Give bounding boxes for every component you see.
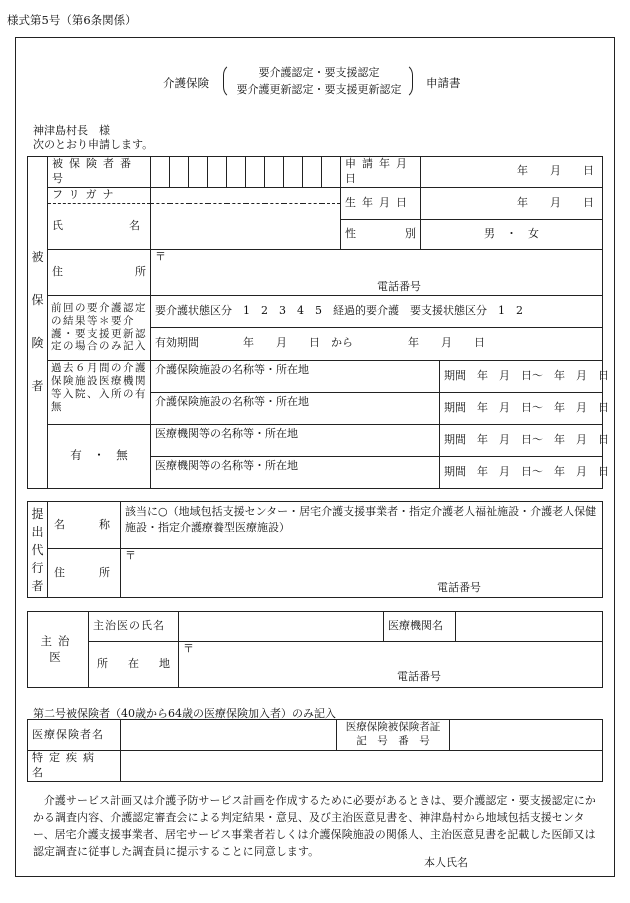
address-field[interactable]: [151, 249, 603, 295]
yes-no[interactable]: 有 ・ 無: [48, 424, 151, 488]
insured-number-digit[interactable]: [246, 157, 265, 188]
agent-section-label: 提 出 代 行 者: [28, 502, 48, 598]
insurer-field[interactable]: [121, 720, 337, 751]
heading-prefix: 介護保険: [163, 76, 209, 90]
doctor-institution-field[interactable]: [456, 612, 603, 642]
facility-period-2[interactable]: 期間 年 月 日～ 年 月 日: [444, 400, 609, 414]
birth-date-field[interactable]: 年 月 日: [421, 187, 603, 219]
second-insured-heading: 第二号被保険者（40歳から64歳の医療保険加入者）のみ記入: [33, 707, 336, 720]
insured-number-digit[interactable]: [322, 157, 341, 188]
insured-number-digit[interactable]: [265, 157, 284, 188]
facility-block-1: [151, 360, 609, 424]
facility-label: 過去６月間の介護保険施設医療機関等入院、入所の有無: [48, 360, 151, 424]
doctor-name-label: 主治医の氏名: [89, 612, 179, 642]
facility-period-4[interactable]: 期間 年 月 日～ 年 月 日: [444, 464, 609, 478]
agent-name-note[interactable]: 該当に○（地域包括支援センター・居宅介護支援事業者・指定介護老人福祉施設・介護老人保健施設・指定介護療養型医療施設）: [121, 502, 603, 549]
insured-section-label: 被 保 険 者: [28, 157, 48, 489]
insured-number-digit[interactable]: [227, 157, 246, 188]
facility-row-2[interactable]: 介護保険施設の名称等・所在地: [151, 393, 440, 424]
name-label: 氏 名: [48, 203, 151, 249]
facility-period-1[interactable]: 期間 年 月 日～ 年 月 日: [444, 368, 609, 382]
prev-result-label: 前回の要介護認定の結果等＊要介護・要支援更新認定の場合のみ記入: [48, 295, 151, 360]
agent-name-label: 名 称: [48, 502, 121, 549]
facility-row-3[interactable]: 医療機関等の名称等・所在地: [151, 425, 440, 456]
request-text: 次のとおり申請します。: [33, 138, 154, 151]
furigana-field[interactable]: [151, 187, 341, 203]
second-insured-table: [27, 719, 603, 782]
insurer-label: 医療保険者名: [28, 720, 121, 751]
agent-postal-mark: 〒: [125, 549, 136, 562]
postal-mark: 〒: [155, 249, 166, 263]
agent-address-label: 住 所: [48, 549, 121, 598]
card-label: 医療保険被保険者証 記 号 番 号: [337, 720, 450, 751]
sex-label: 性 別: [341, 219, 421, 249]
insured-number-digit[interactable]: [151, 157, 170, 188]
disease-label: 特定疾病名: [28, 751, 121, 782]
apply-date-field[interactable]: 年 月 日: [421, 157, 603, 188]
insured-number-digit[interactable]: [284, 157, 303, 188]
insured-number-digit[interactable]: [303, 157, 322, 188]
heading-line2: 要介護更新認定・要支援更新認定: [236, 83, 402, 96]
disease-field[interactable]: [121, 751, 603, 782]
heading-line1: 要介護認定・要支援認定: [258, 66, 380, 79]
heading-suffix: 申請書: [426, 76, 461, 90]
furigana-label: フリガナ: [48, 187, 151, 203]
insured-number-digit[interactable]: [208, 157, 227, 188]
care-level-text[interactable]: 要介護状態区分 1 2 3 4 5 経過的要介護 要支援状態区分 1 2: [151, 295, 603, 327]
insured-number-digit[interactable]: [189, 157, 208, 188]
sex-options[interactable]: 男 ・ 女: [421, 219, 603, 249]
phone-label: 電話番号: [377, 279, 421, 293]
doctor-name-field[interactable]: [179, 612, 384, 642]
apply-date-label: 申請年月日: [341, 157, 421, 188]
birth-label: 生年月日: [341, 187, 421, 219]
signature-label: 本人氏名: [424, 856, 468, 869]
insured-number-digit[interactable]: [170, 157, 189, 188]
doctor-section-label: 主治医: [28, 612, 89, 688]
insured-table: [27, 156, 609, 489]
doctor-postal-mark: 〒: [183, 642, 194, 655]
facility-row-1[interactable]: 介護保険施設の名称等・所在地: [151, 361, 440, 392]
valid-period-text[interactable]: 有効期間 年 月 日 から 年 月 日: [151, 327, 603, 360]
agent-table: [27, 501, 603, 598]
agent-phone-label: 電話番号: [437, 581, 481, 594]
card-number-field[interactable]: [450, 720, 603, 751]
doctor-table: [27, 611, 603, 688]
name-field[interactable]: [151, 203, 341, 249]
facility-block-2: [151, 424, 609, 488]
agent-address-field[interactable]: [121, 549, 603, 598]
doctor-address-field[interactable]: [179, 642, 603, 688]
address-label: 住 所: [48, 249, 151, 295]
consent-text: 介護サービス計画又は介護予防サービス計画を作成するために必要があるときは、要介護認定・要支援認定にかかる調査内容、介護認定審査会による判定結果・意見、及び主治医意見書を、神津島村から地域包括支援センター、居宅介護支援事業者、居宅サービス事業者若しくは介護保険施設の関係人、主治医意見書を記載した医師又は認定調査に従事した調査員に提示することに同意します。: [33, 794, 596, 858]
form-number: 様式第5号（第6条関係）: [7, 13, 137, 27]
insured-number-label: 被保険者番号: [48, 157, 151, 188]
doctor-phone-label: 電話番号: [397, 670, 441, 683]
facility-row-4[interactable]: 医療機関等の名称等・所在地: [151, 457, 440, 488]
addressee: 神津島村長 様: [33, 124, 110, 137]
doctor-institution-label: 医療機関名: [384, 612, 456, 642]
doctor-address-label: 所 在 地: [89, 642, 179, 688]
facility-period-3[interactable]: 期間 年 月 日～ 年 月 日: [444, 432, 609, 446]
